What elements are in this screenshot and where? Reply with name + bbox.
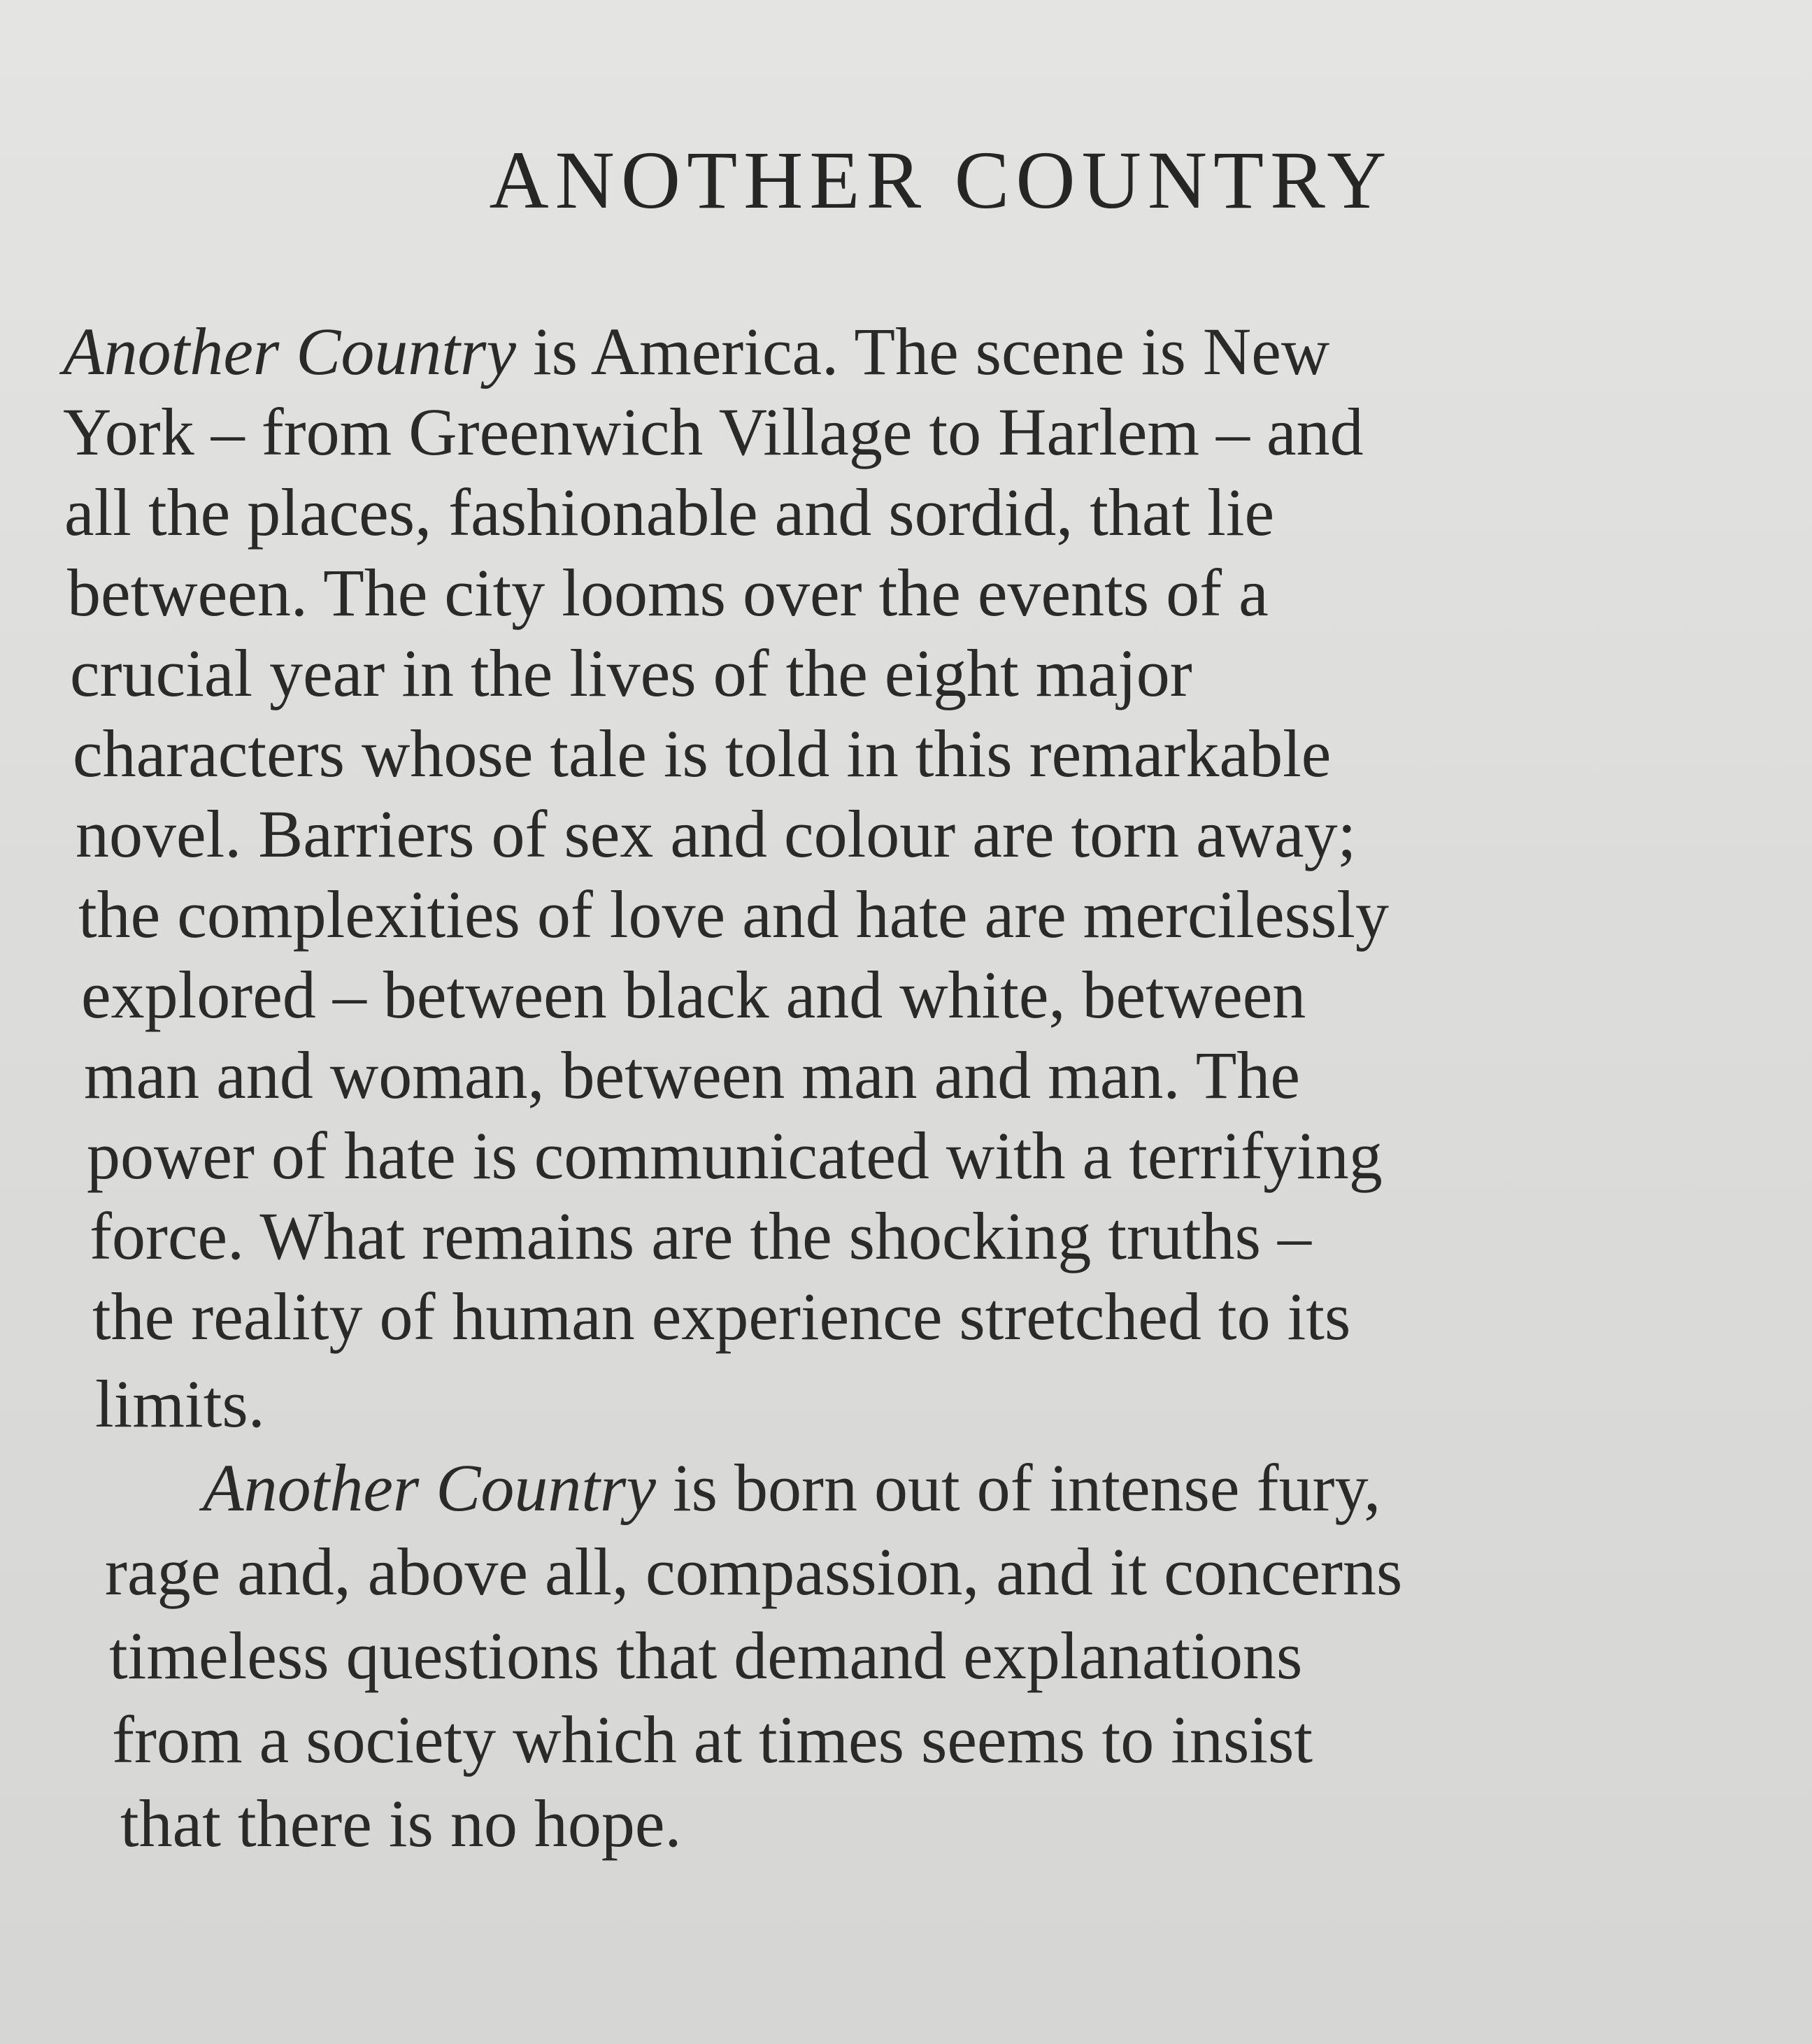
line-text: is America. The scene is New (515, 314, 1330, 389)
page-title: ANOTHER COUNTRY (489, 134, 1393, 226)
text-line (203, 1450, 1381, 1525)
text-line: limits. (95, 1366, 265, 1441)
text-line: that there is no hope. (120, 1786, 682, 1861)
line-text: is born out of intense fury, (655, 1450, 1381, 1525)
text-line: man and woman, between man and man. The (84, 1038, 1301, 1113)
text-line: rage and, above all, compassion, and it concerns (105, 1534, 1403, 1609)
text-line: explored – between black and white, between (81, 957, 1306, 1032)
text-line: the reality of human experience stretched to its (92, 1279, 1351, 1354)
text-line: the complexities of love and hate are mercilessly (78, 877, 1389, 952)
text-line: from a society which at times seems to insist (112, 1702, 1313, 1777)
text-line: power of hate is communicated with a terrifying (87, 1118, 1383, 1193)
text-line: characters whose tale is told in this remarkable (73, 716, 1332, 791)
text-line: force. What remains are the shocking truths – (90, 1199, 1311, 1273)
book-title-italic: Another Country (63, 314, 516, 389)
text-line: between. The city looms over the events of a (67, 555, 1269, 630)
text-line (63, 314, 1330, 389)
book-title-italic: Another Country (203, 1450, 656, 1525)
text-line: York – from Greenwich Village to Harlem – and (63, 394, 1364, 469)
text-line: crucial year in the lives of the eight major (70, 636, 1192, 710)
text-line: timeless questions that demand explanations (109, 1618, 1303, 1693)
text-line: novel. Barriers of sex and colour are torn away; (76, 796, 1357, 871)
text-line: all the places, fashionable and sordid, that lie (64, 475, 1275, 550)
